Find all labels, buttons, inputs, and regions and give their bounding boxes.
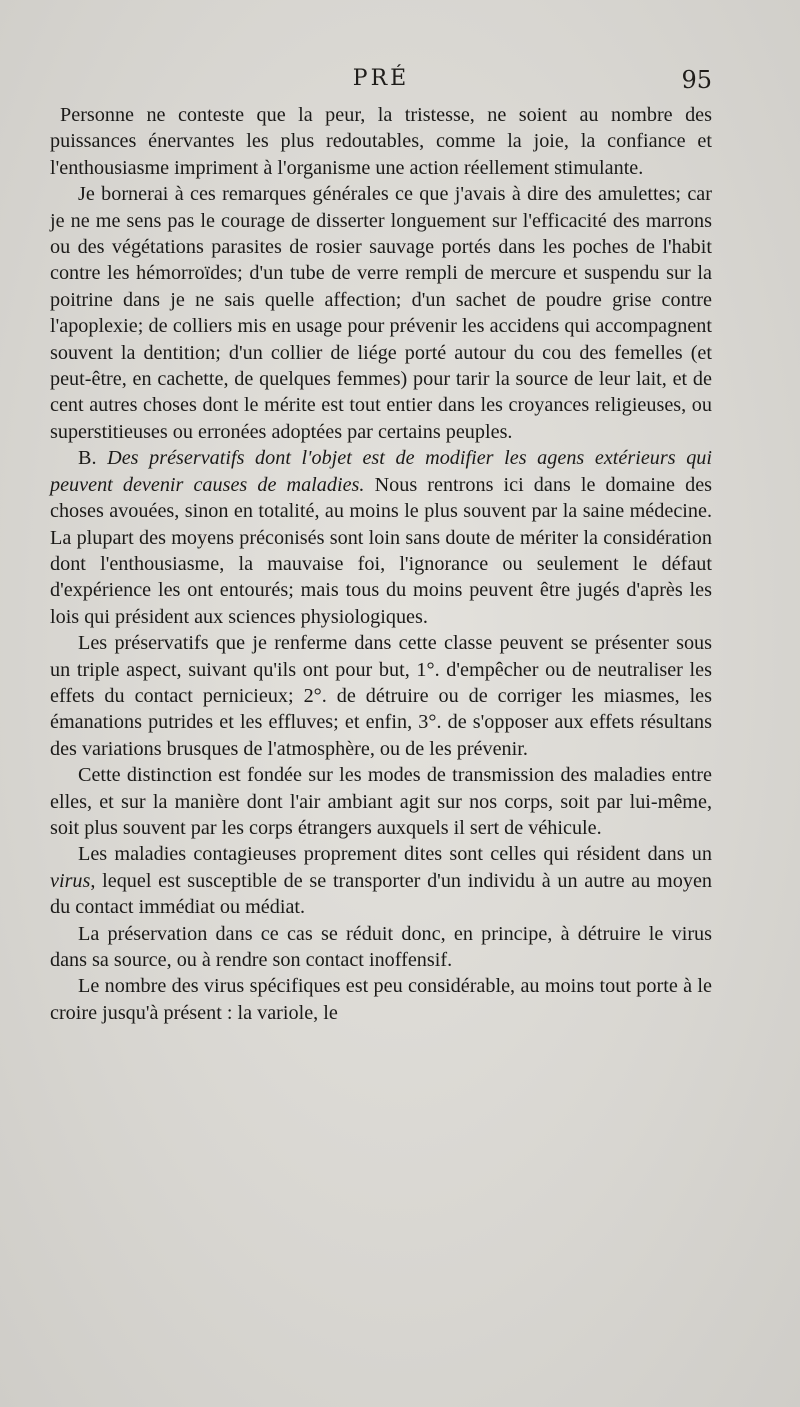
page-number: 95 [681, 66, 712, 94]
virus-term: virus [50, 869, 91, 892]
running-head: PRÉ [352, 66, 410, 91]
section-letter: B. [78, 447, 97, 470]
paragraph-3: B. Des préservatifs dont l'objet est de modifier les agens extérieurs qui peuvent devenir causes de maladies. Nous rentrons ici dans le domaine des choses avouées, sinon en totalité, au moins le plus souvent par la saine médecine. La plupart des moyens préconisés sont loin sans doute de mériter la considération dont l'enthousiasme, la mauvaise foi, l'ignorance ou seulement le défaut d'expérience les ont entourés; mais tous du moins peuvent être jugés d'après les lois qui président aux sciences physiologiques. [50, 447, 713, 628]
paragraph-4: Les préservatifs que je renferme dans cette classe peuvent se présenter sous un triple aspect, suivant qu'ils ont pour but, 1°. d'empêcher ou de neutraliser les effets du contact pernicieux; 2°. de détruire ou de corriger les miasmes, les émanations putrides et les effluves; et enfin, 3°. de s'opposer aux effets résultans des variations brusques de l'atmosphère, ou de les prévenir. [50, 632, 712, 760]
body-text [50, 102, 712, 1026]
page-header [50, 66, 712, 100]
paragraph-5: Cette distinction est fondée sur les modes de transmission des maladies entre elles, et sur la manière dont l'air ambiant agit sur nos corps, soit par lui-même, soit plus souvent par les corps étrangers auxquels il sert de véhicule. [50, 764, 712, 839]
section-heading: Des préservatifs dont l'objet est de modifier les agens extérieurs qui peuvent devenir causes de maladies. [50, 447, 712, 496]
paragraph-6: Les maladies contagieuses proprement dites sont celles qui résident dans un virus, lequel est susceptible de se transporter d'un individu à un autre au moyen du contact immédiat ou médiat. [50, 843, 712, 919]
paragraph-8: Le nombre des virus spécifiques est peu considérable, au moins tout porte à le croire jusqu'à présent : la variole, le [50, 975, 712, 1024]
paragraph-1: Personne ne conteste que la peur, la tristesse, ne soient au nombre des puissances énervantes les plus redoutables, comme la joie, la confiance et l'enthousiasme impriment à l'organisme une action réellement stimulante. [50, 104, 712, 179]
paragraph-7: La préservation dans ce cas se réduit donc, en principe, à détruire le virus dans sa source, ou à rendre son contact inoffensif. [50, 922, 712, 971]
paragraph-2: Je bornerai à ces remarques générales ce que j'avais à dire des amulettes; car je ne me sens pas le courage de disserter longuement sur l'efficacité des marrons ou des végétations parasites de rosier sauvage portés dans les poches de l'habit contre les hémorroïdes; d'un tube de verre rempli de mercure et suspendu sur la poitrine dans je ne sais quelle affection; d'un sachet de poudre grise contre l'apoplexie; de colliers mis en usage pour prévenir les accidens qui accompagnent souvent la dentition; d'un collier de liége porté autour du cou des femelles (et peut-être, en cachette, de quelques femmes) pour tarir la source de leur lait, et de cent autres choses dont le mérite est tout entier dans les croyances religieuses, ou superstitieuses ou erronées adoptées par certains peuples. [50, 183, 712, 443]
